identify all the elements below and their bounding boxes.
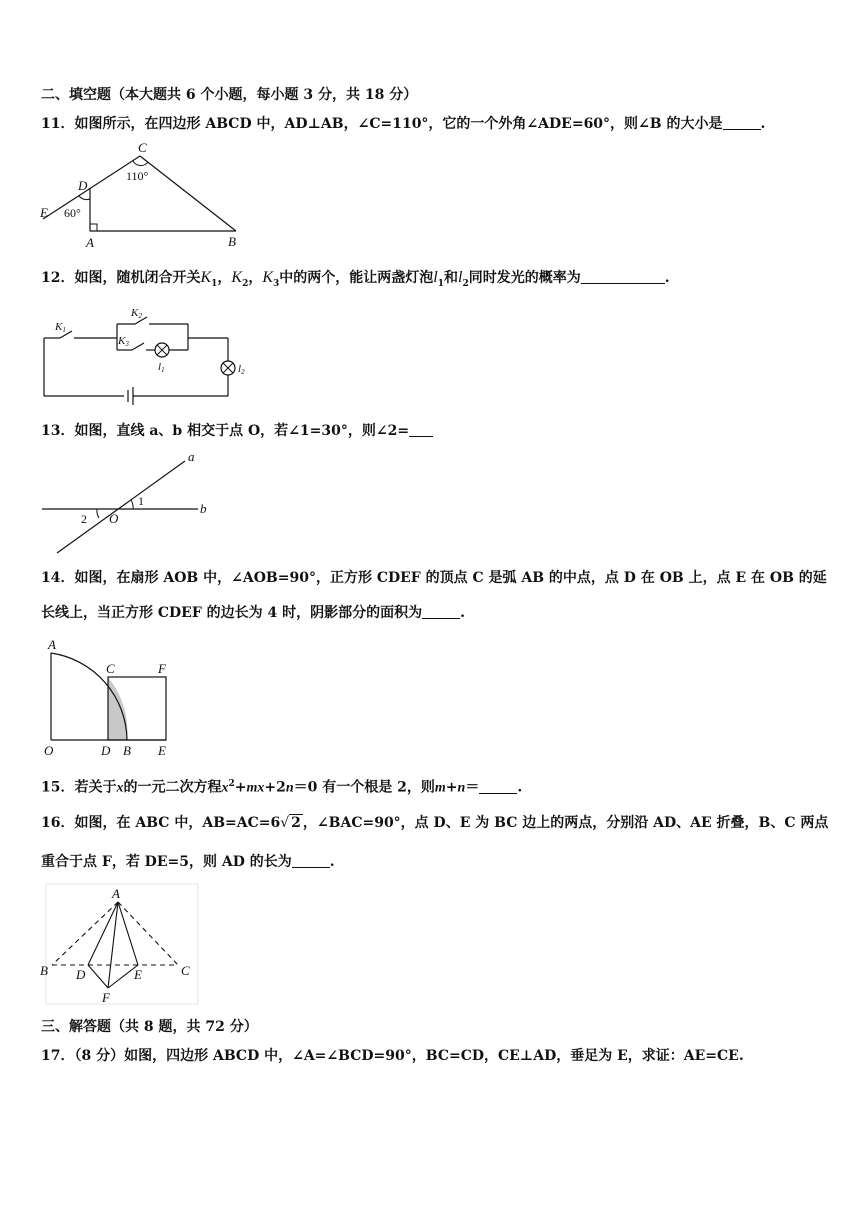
q12-l1-sub: 1 (437, 278, 445, 289)
fig13-label-a: a (188, 449, 195, 464)
question-14-text: 长线上，当正方形 CDEF 的边长为 4 时，阴影部分的面积为 (41, 605, 423, 621)
fig13-label-O: O (109, 511, 119, 526)
fig11-label-C: C (138, 140, 147, 155)
question-17: 17．（8 分）如图，四边形 ABCD 中，∠A=∠BCD=90°，BC=CD，CE⊥AD，垂足为 E，求证：AE=CE. (41, 1048, 744, 1064)
q12-sep1: ， (217, 270, 232, 286)
q12-and: 和 (444, 270, 459, 286)
fig14-label-D: D (101, 743, 111, 758)
q15-plus: + (445, 779, 458, 796)
q15-m: m (434, 780, 446, 796)
sqrt-symbol: √ (280, 815, 290, 831)
fig11-angle-C: 110° (126, 169, 149, 183)
q12-l1: l (433, 269, 438, 286)
fig12-K2: K2 (131, 307, 142, 320)
fig16-label-C: C (181, 963, 190, 978)
q12-k1-sub: 1 (211, 278, 218, 289)
q15-eq-sup: 2 (228, 779, 235, 789)
q12-end: . (664, 270, 670, 286)
q16-sqrt-value: 2 (291, 815, 301, 831)
fig14-label-F: F (158, 661, 166, 676)
q15-x: x (116, 780, 124, 796)
q12-k3-sub: 3 (273, 278, 280, 289)
fig11-label-E: E (40, 205, 48, 220)
q14-end: . (460, 605, 466, 621)
question-11-end: . (760, 116, 766, 132)
fig14-label-E: E (158, 743, 166, 758)
fig14-label-A: A (48, 637, 56, 652)
q12-suffix: 同时发光的概率为 (468, 270, 581, 286)
q12-l2-sub: 2 (462, 278, 469, 289)
q12-k1: K (200, 269, 212, 286)
q15-eq: ＝ (465, 779, 480, 796)
fig12-K3: K3 (118, 335, 129, 348)
section-heading-fill-in: 二、填空题（本大题共 6 个小题，每小题 3 分，共 18 分） (41, 87, 418, 103)
fig16-label-A: A (112, 886, 120, 901)
q16-prefix: 16．如图，在 ABC 中，AB=AC=6 (41, 815, 281, 831)
q16-end: . (329, 854, 335, 870)
q15-eq-x: x (221, 780, 229, 796)
question-11-text: 11．如图所示，在四边形 ABCD 中，AD⊥AB，∠C=110°，它的一个外角∠ADE=60°，则∠B 的大小是 (41, 116, 723, 132)
q12-mid: 中的两个，能让两盏灯泡 (279, 270, 434, 286)
q15-eq-n: n (285, 780, 294, 796)
fig11-label-B: B (228, 234, 236, 249)
fig11-label-D: D (78, 178, 88, 193)
q15-prefix: 15．若关于 (41, 779, 117, 796)
section-heading-solutions: 三、解答题（共 8 题，共 72 分） (41, 1019, 258, 1035)
fig14-label-C: C (106, 661, 115, 676)
q12-l2: l (458, 269, 463, 286)
fig12-l2: l2 (238, 363, 245, 376)
q15-eq-plus2: +2 (264, 779, 286, 796)
fig16-label-B: B (40, 963, 48, 978)
q12-k2-sub: 2 (242, 278, 249, 289)
fig12-l1: l1 (158, 361, 165, 374)
q15-eq-plus1: + (234, 779, 247, 796)
fig14-label-O: O (44, 743, 54, 758)
q12-sep2: ， (248, 270, 263, 286)
q16-suffix: ，∠BAC=90°，点 D、E 为 BC 边上的两点，分别沿 AD、AE 折叠，B、C 两点 (302, 815, 829, 831)
q15-n: n (457, 780, 466, 796)
fig13-label-1: 1 (138, 494, 144, 508)
fig14-label-B: B (123, 743, 131, 758)
fig12-K1: K1 (55, 321, 66, 334)
question-14-line1: 14．如图，在扇形 AOB 中，∠AOB=90°，正方形 CDEF 的顶点 C 是弧 AB 的中点，点 D 在 OB 上，点 E 在 OB 的延 (41, 570, 827, 586)
fig16-label-E: E (134, 967, 142, 982)
fig13-label-b: b (200, 501, 207, 516)
fig13-label-2: 2 (81, 512, 87, 526)
fig11-angle-D: 60° (64, 206, 81, 220)
q12-k3: K (262, 269, 274, 286)
q12-k2: K (231, 269, 243, 286)
q16-line2: 重合于点 F，若 DE=5，则 AD 的长为 (41, 854, 292, 870)
fig16-label-F: F (102, 990, 110, 1005)
question-12-prefix: 12．如图，随机闭合开关 (41, 270, 201, 286)
q15-eq-mx: mx (246, 780, 265, 796)
q15-mid: 的一元二次方程 (123, 779, 222, 796)
q15-eq-rest: ＝0 有一个根是 2，则 (293, 779, 435, 796)
question-13-text: 13．如图，直线 a、b 相交于点 O，若∠1=30°，则∠2= (41, 423, 410, 439)
q15-end: . (517, 779, 523, 796)
fig16-label-D: D (76, 967, 86, 982)
fig11-label-A: A (86, 235, 94, 250)
